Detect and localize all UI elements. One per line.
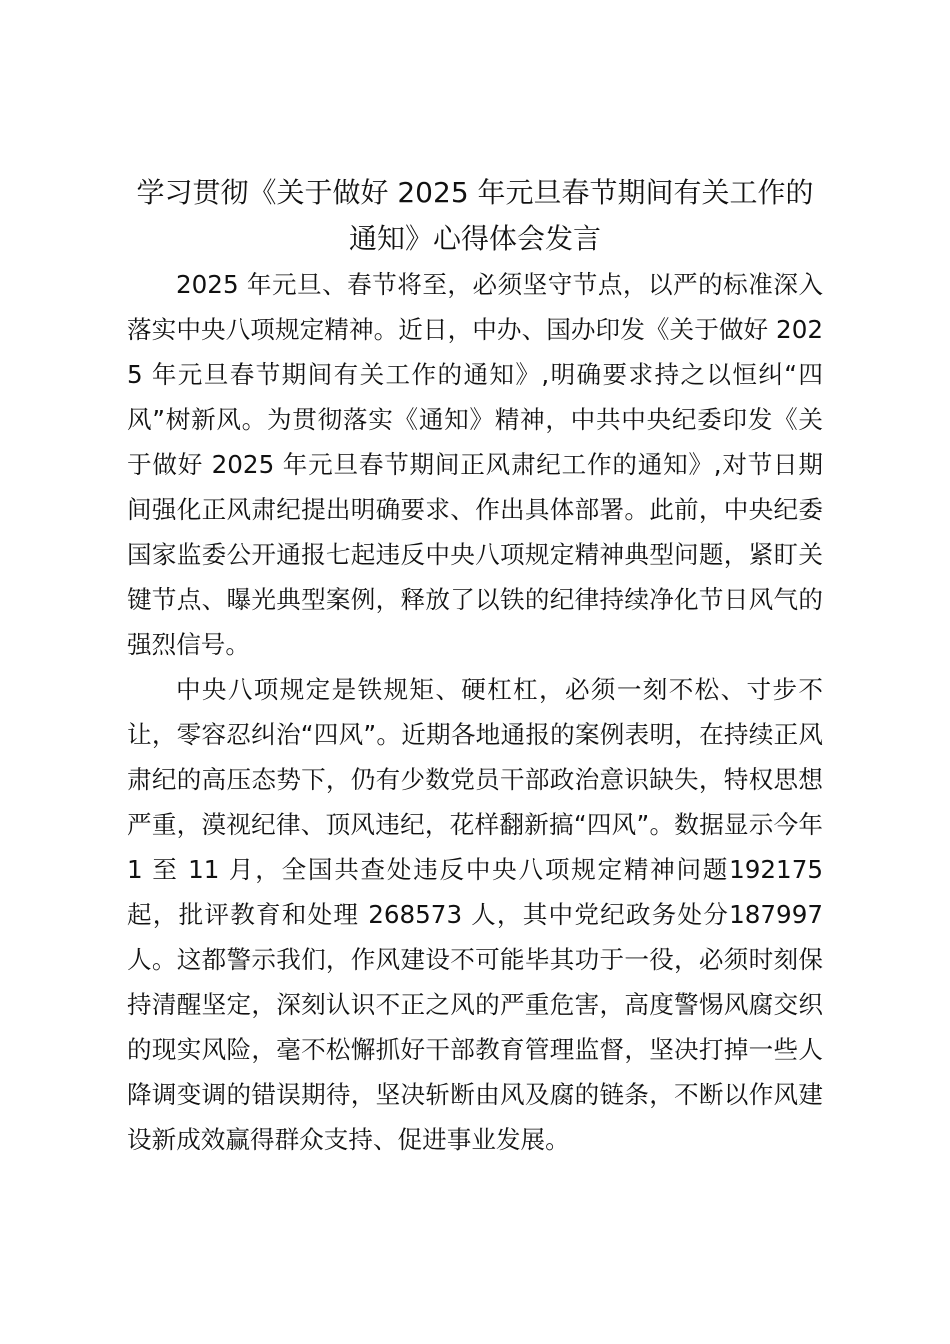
paragraph-2: 中央八项规定是铁规矩、硬杠杠，必须一刻不松、寸步不让，零容忍纠治“四风”。近期各地通报的案例表明，在持续正风肃纪的高压态势下，仍有少数党员干部政治意识缺失，特权思想严重，漠视纪律、顶风违纪，花样翻新搞“四风”。数据显示今年 1 至 11 月，全国共查处违反中央八项规定精神问题192175 起，批评教育和处理 268573 人，其中党纪政务处分187997 人。这都警示我们，作风建设不可能毕其功于一役，必须时刻保持清醒坚定，深刻认识不正之风的严重危害，高度警惕风腐交织的现实风险，毫不松懈抓好干部教育管理监督，坚决打掉一些人降调变调的错误期待，坚决斩断由风及腐的链条，不断以作风建设新成效赢得群众支持、促进事业发展。: [127, 675, 823, 1154]
document-title: [127, 170, 823, 262]
document-body: [127, 170, 823, 1162]
paragraph-1: 2025 年元旦、春节将至，必须坚守节点，以严的标准深入落实中央八项规定精神。近日，中办、国办印发《关于做好 2025 年元旦春节期间有关工作的通知》,明确要求持之以恒纠“四风”树新风。为贯彻落实《通知》精神，中共中央纪委印发《关于做好 2025 年元旦春节期间正风肃纪工作的通知》,对节日期间强化正风肃纪提出明确要求、作出具体部署。此前，中央纪委国家监委公开通报七起违反中央八项规定精神典型问题，紧盯关键节点、曝光典型案例，释放了以铁的纪律持续净化节日风气的强烈信号。: [127, 270, 823, 659]
title-line-2: 通知》心得体会发言: [348, 222, 601, 255]
title-line-1: 学习贯彻《关于做好 2025 年元旦春节期间有关工作的: [136, 176, 814, 209]
